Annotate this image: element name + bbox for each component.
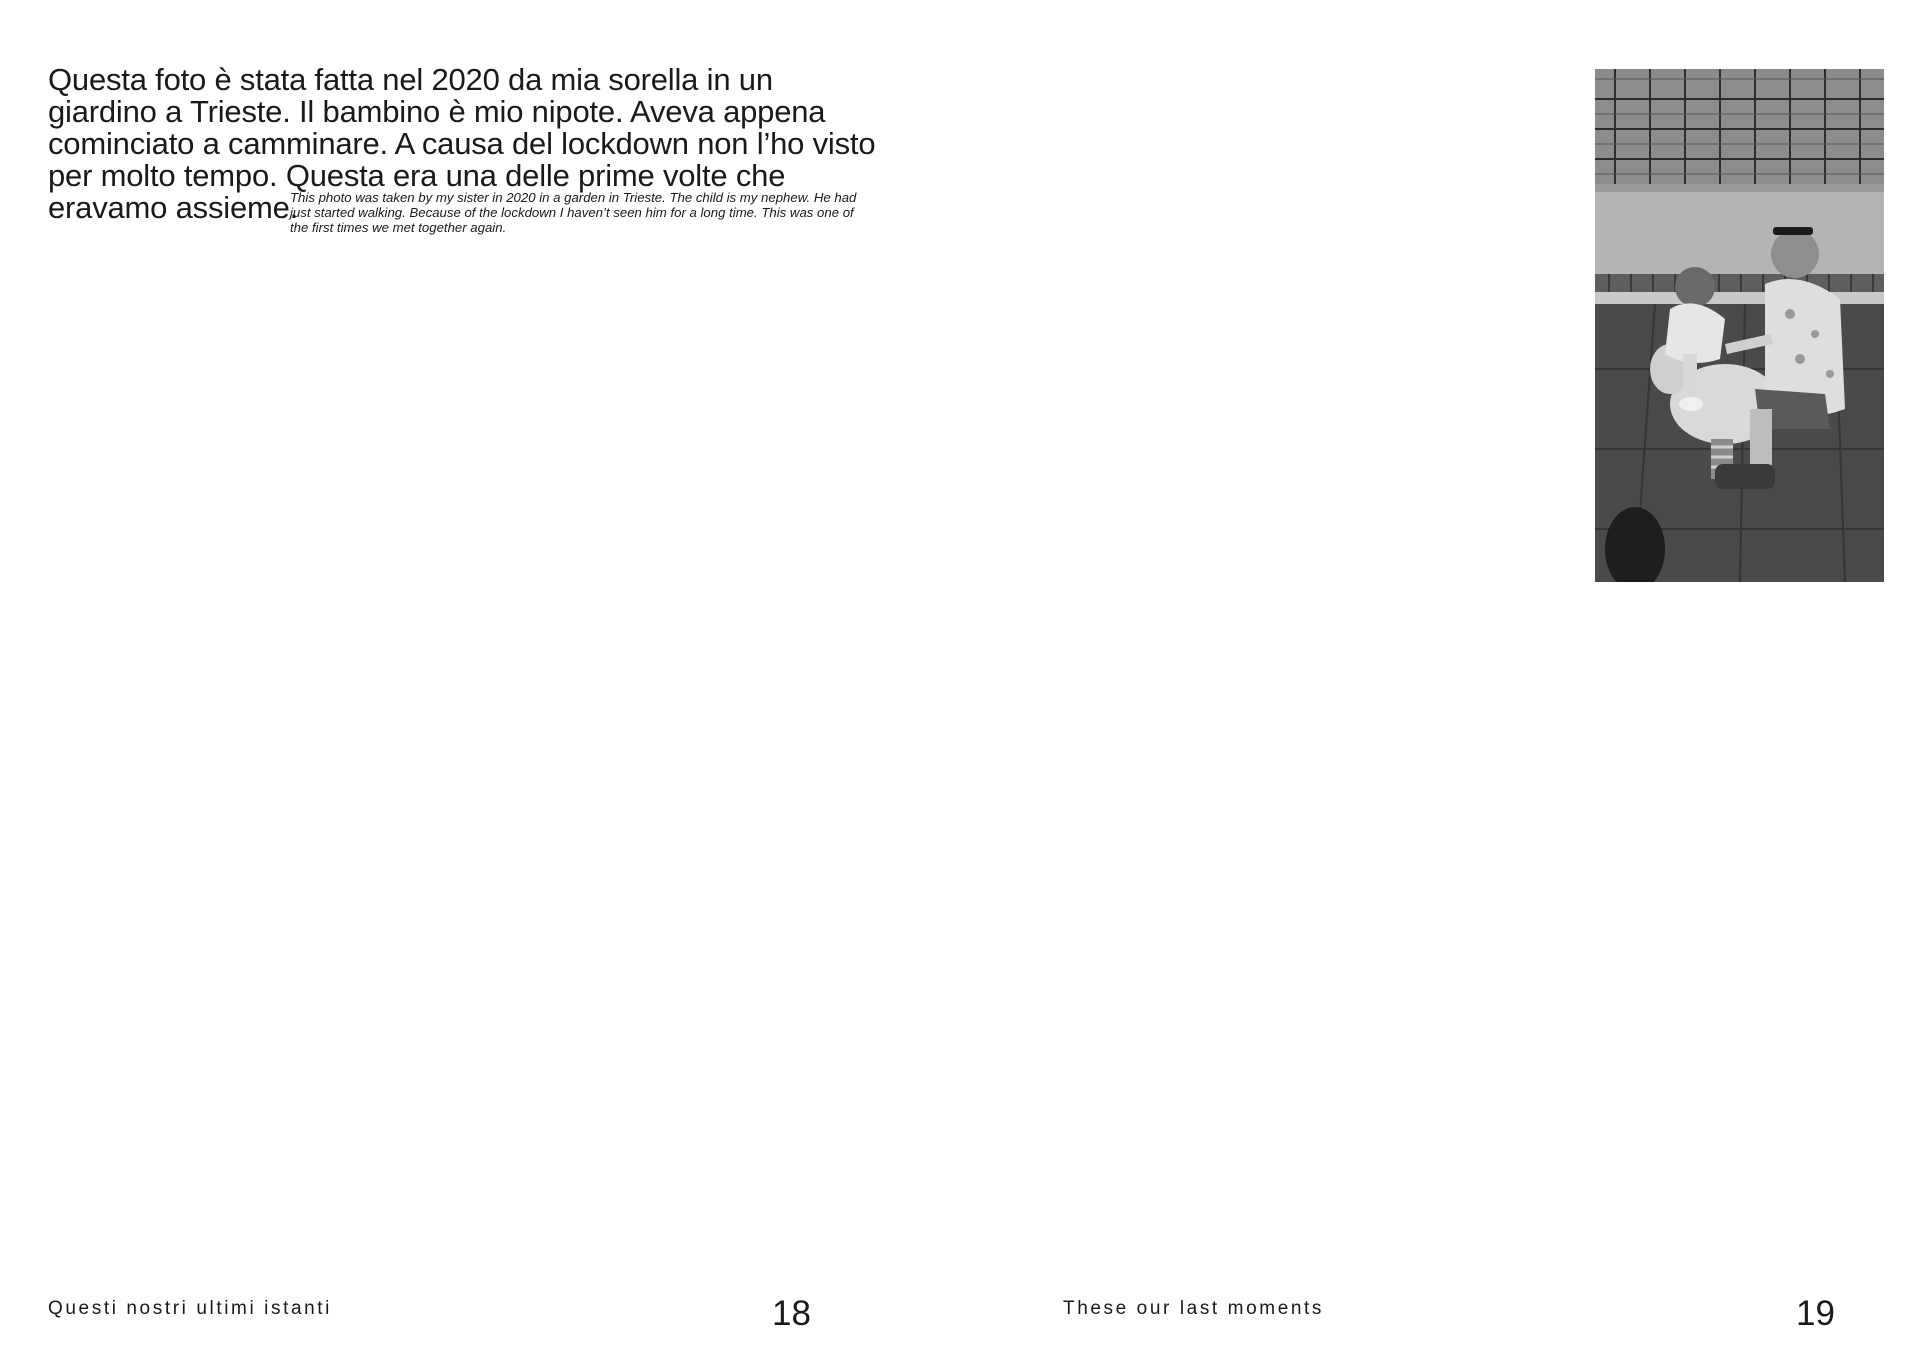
italian-paragraph: Questa foto è stata fatta nel 2020 da mia sorella in un giardino a Trieste. Il bambino è mio nipote. Aveva appena cominciato a camminare. A causa del lockdown non l’ho visto per molto tempo. Questa era una delle prime volte che eravamo assieme. bbox=[48, 62, 876, 225]
footer-title-italian: Questi nostri ultimi istanti bbox=[48, 1298, 332, 1319]
footer-title-english: These our last moments bbox=[1063, 1298, 1325, 1319]
playground-photo bbox=[1595, 69, 1884, 582]
page-number-right: 19 bbox=[1796, 1294, 1835, 1333]
english-caption: This photo was taken by my sister in 2020 in a garden in Trieste. The child is my nephew. He had just started walking. Because of the lockdown I haven’t seen him for a long time. This was one of the first times we met together again. bbox=[290, 190, 857, 235]
page-number-left: 18 bbox=[772, 1294, 811, 1333]
